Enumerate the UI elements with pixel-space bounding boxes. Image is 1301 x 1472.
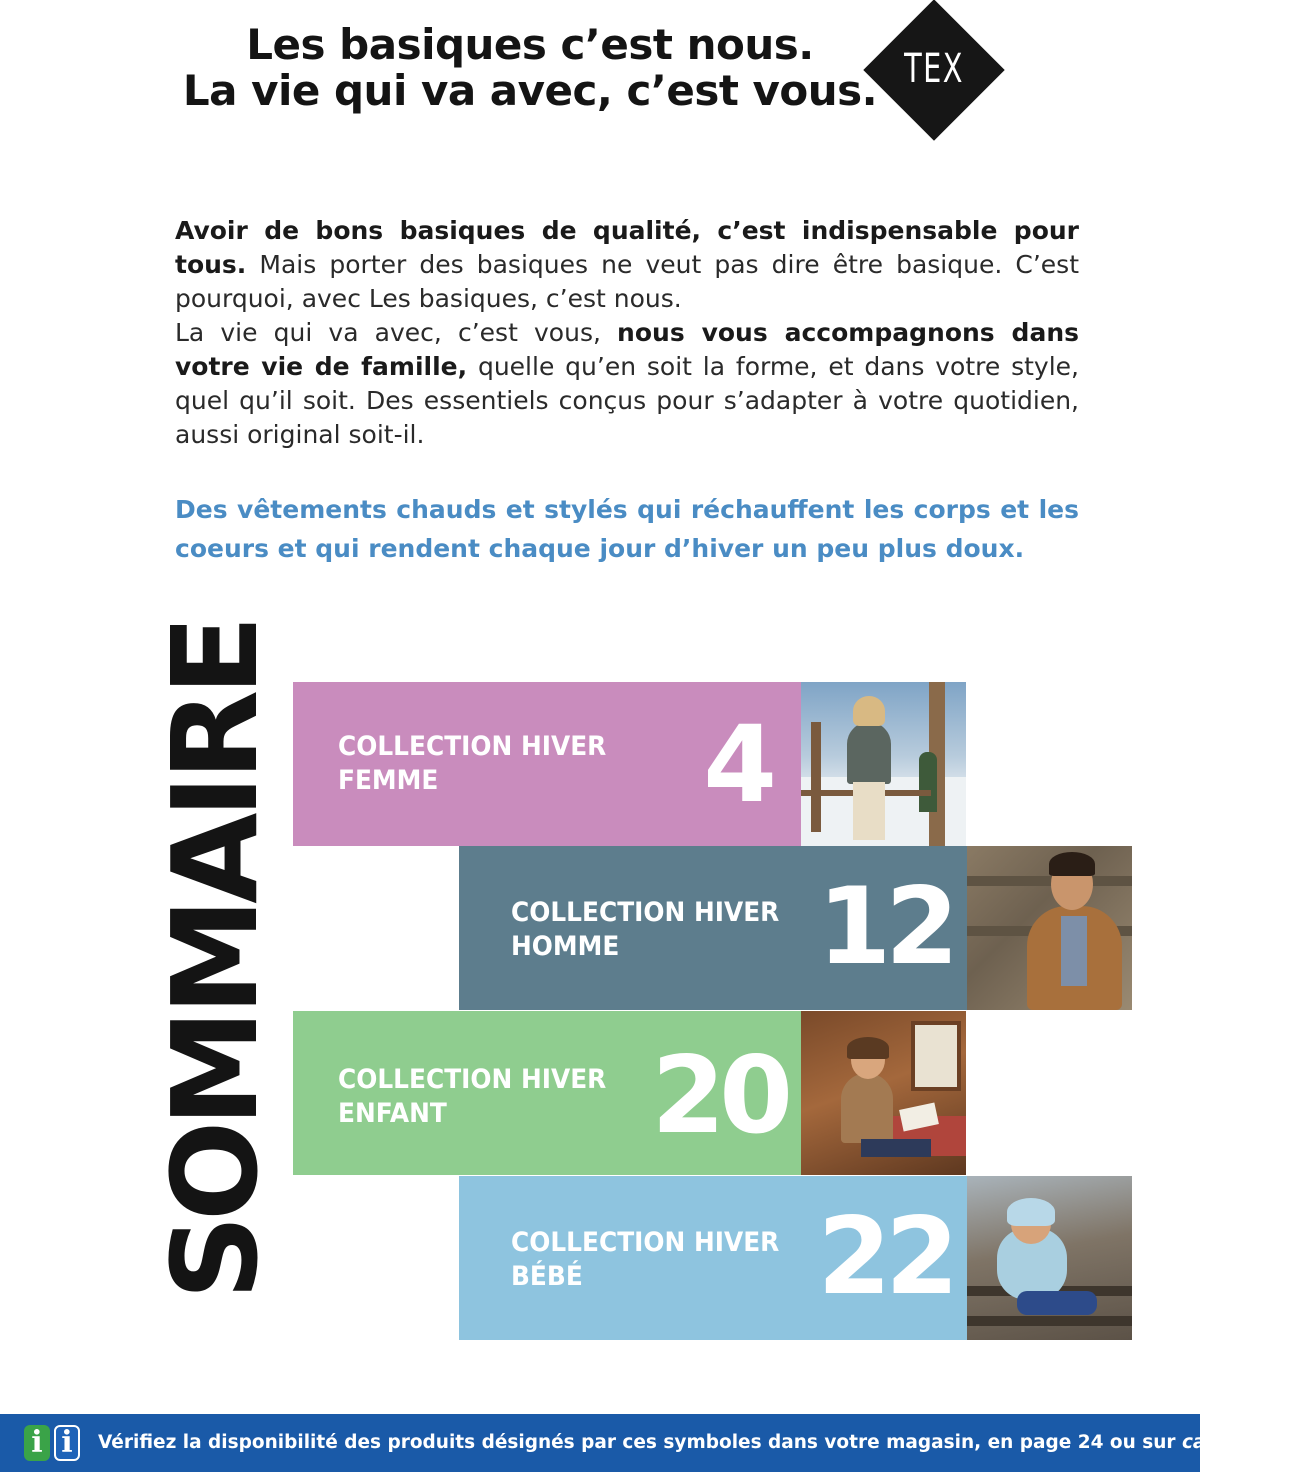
tagline: Des vêtements chauds et stylés qui réchauffent les corps et les coeurs et qui rendent chaque jour d’hiver un peu plus doux. (175, 495, 1079, 563)
toc-item-label (511, 896, 779, 964)
tex-logo (864, 0, 1004, 140)
toc-item-line1: COLLECTION HIVER (511, 897, 780, 928)
footer-text-main: Vérifiez la disponibilité des produits désignés par ces symboles dans votre magasin, en page 24 ou sur (98, 1432, 1182, 1453)
toc-item-label (511, 1226, 779, 1294)
intro-p1-bold: Avoir de bons basiques de qualité, c’est indispensable pour tous. (175, 216, 1079, 279)
toc-item-line2: ENFANT (338, 1098, 447, 1129)
toc-item-page: 22 (817, 1195, 953, 1318)
toc-item-page: 4 (703, 703, 771, 826)
photo-child-cabin (801, 1011, 966, 1175)
toc-item-label (338, 1063, 606, 1131)
info-icon: i (24, 1425, 50, 1461)
toc-item-line2: HOMME (511, 931, 620, 962)
info-icon: i (54, 1425, 80, 1461)
toc-item-line2: BÉBÉ (511, 1261, 583, 1292)
toc-item-bebe[interactable] (459, 1176, 967, 1340)
footer-text (98, 1414, 1301, 1472)
footer-site-link[interactable]: carrefour.fr (1181, 1432, 1301, 1453)
intro-text (175, 214, 1079, 452)
headline-line-2: La vie qui va avec, c’est vous. (182, 66, 878, 115)
toc-item-homme[interactable] (459, 846, 967, 1010)
photo-man-coat (967, 846, 1132, 1010)
toc-item-page: 20 (651, 1034, 787, 1157)
intro-p2-start: La vie qui va avec, c’est vous, (175, 318, 618, 347)
toc-item-line1: COLLECTION HIVER (338, 731, 607, 762)
intro-p2-rest: quelle qu’en soit la forme, et dans votre style, quel qu’il soit. Des essentiels conçus pour s’adapter à votre quotidien, aussi original soit-il. (175, 352, 1079, 449)
intro-p2-bold: nous vous accompagnons dans votre vie de famille, (175, 318, 1079, 381)
headline-line-1: Les basiques c’est nous. (246, 20, 814, 69)
toc-item-line1: COLLECTION HIVER (511, 1227, 780, 1258)
toc-item-label (338, 730, 606, 798)
logo-text: TEX (904, 46, 964, 92)
toc-item-femme[interactable] (293, 682, 801, 846)
photo-woman-winter (801, 682, 966, 846)
sommaire-title: SOMMAIRE (146, 621, 284, 1300)
toc-item-line1: COLLECTION HIVER (338, 1064, 607, 1095)
intro-p1-rest: Mais porter des basiques ne veut pas dire être basique. C’est pourquoi, avec Les basiques, c’est nous. (175, 250, 1079, 313)
toc-item-enfant[interactable] (293, 1011, 801, 1175)
toc-item-line2: FEMME (338, 765, 439, 796)
photo-baby-steps (967, 1176, 1132, 1340)
toc-item-page: 12 (817, 865, 953, 988)
footer-banner (0, 1414, 1301, 1472)
headline (180, 22, 880, 114)
